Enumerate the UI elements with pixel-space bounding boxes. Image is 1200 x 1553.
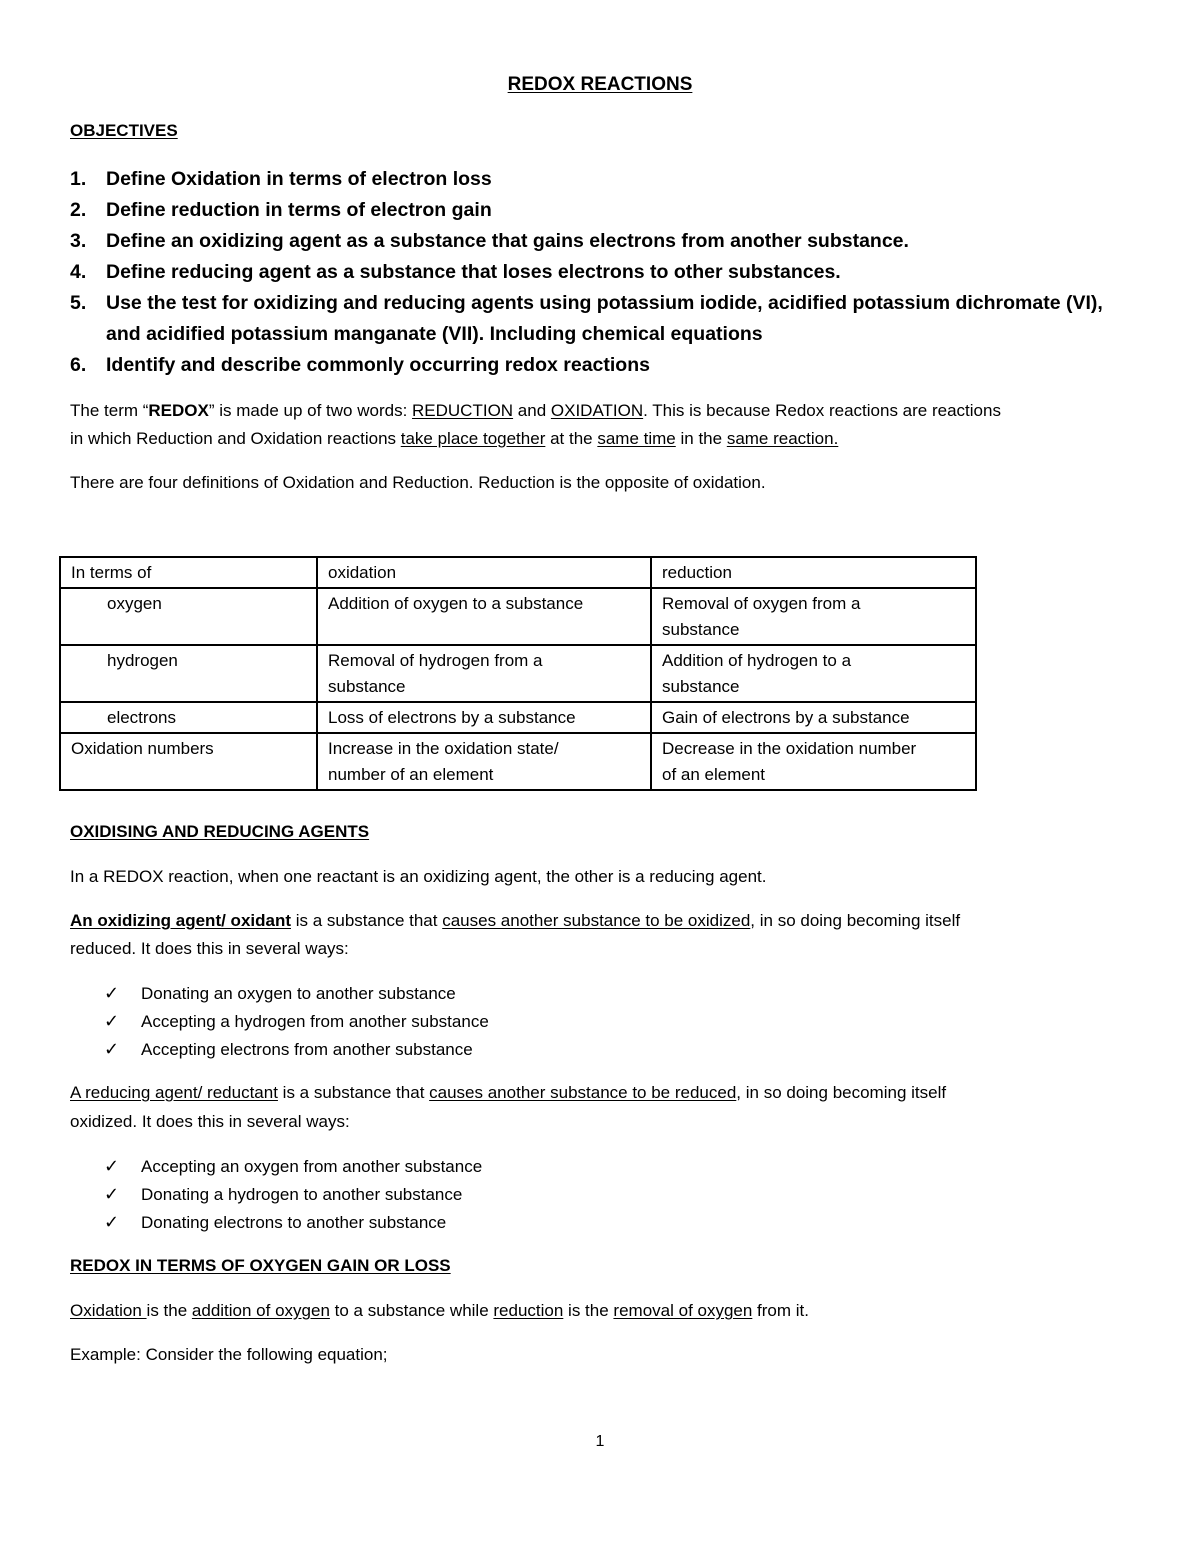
reducing-way-item [104, 1152, 482, 1181]
table-cell [651, 733, 976, 790]
page-title: REDOX REACTIONS [507, 74, 693, 95]
text-run: is a substance that [277, 1083, 430, 1102]
objective-item [70, 226, 909, 257]
objective-number: 2. [70, 199, 87, 221]
oxidizing-way-item [104, 1007, 489, 1036]
text-run: at the [545, 429, 598, 448]
text-run: in which Reduction and Oxidation reactions [70, 429, 401, 448]
list-item-text: Donating an oxygen to another substance [141, 984, 456, 1003]
oxidation-term: OXIDATION [550, 401, 644, 420]
checkmark-icon: ✓ [104, 983, 120, 1003]
oxidizing-agent-definition-cont: reduced. It does this in several ways: [70, 939, 349, 958]
cell-line: of an element [662, 765, 766, 784]
oxygen-section-heading: REDOX IN TERMS OF OXYGEN GAIN OR LOSS [70, 1256, 451, 1275]
objective-item [70, 164, 492, 195]
table-header-row [60, 557, 976, 588]
objective-text: Define reducing agent as a substance that loses electrons to other substances. [106, 261, 841, 283]
text-run: The term “ [70, 401, 149, 420]
text-run: . This is because Redox reactions are reactions [643, 401, 1001, 420]
intro-paragraph-line [70, 425, 838, 453]
reducing-way-item [104, 1208, 446, 1237]
underlined-phrase: same reaction. [726, 429, 839, 448]
underlined-phrase: causes another substance to be oxidized [442, 911, 751, 930]
underlined-phrase: addition of oxygen [191, 1301, 330, 1320]
text-run: is the [146, 1301, 192, 1320]
objective-item [70, 195, 492, 226]
checkmark-icon: ✓ [104, 1039, 120, 1059]
list-item-text: Donating a hydrogen to another substance [141, 1185, 463, 1204]
cell-line: substance [662, 620, 740, 639]
cell-line: Increase in the oxidation state/ [328, 739, 559, 758]
table-header-cell: In terms of [60, 557, 317, 588]
cell-line: Addition of hydrogen to a [662, 651, 852, 670]
reducing-agent-definition-cont: oxidized. It does this in several ways: [70, 1112, 350, 1131]
objective-item [70, 288, 1103, 319]
definitions-table [59, 556, 977, 791]
underlined-phrase: Oxidation [70, 1301, 147, 1320]
oxygen-definition [70, 1297, 809, 1325]
oxidizing-agent-term: An oxidizing agent/ oxidant [70, 911, 291, 930]
reducing-way-item [104, 1180, 462, 1209]
definitions-intro: There are four definitions of Oxidation and Reduction. Reduction is the opposite of oxidation. [70, 473, 766, 492]
objective-text: Define Oxidation in terms of electron loss [106, 168, 492, 190]
text-run: , in so doing becoming itself [736, 1083, 947, 1102]
redox-term: REDOX [148, 401, 209, 420]
oxidizing-agent-definition [70, 907, 960, 935]
table-row [60, 702, 976, 733]
objective-item [70, 350, 650, 381]
intro-paragraph-line [70, 397, 1001, 425]
list-item-text: Accepting an oxygen from another substance [141, 1157, 483, 1176]
table-cell: Gain of electrons by a substance [651, 702, 976, 733]
list-item-text: Donating electrons to another substance [141, 1213, 447, 1232]
reduction-term: REDUCTION [412, 401, 514, 420]
table-cell [317, 733, 651, 790]
text-run: and [513, 401, 551, 420]
objective-number: 6. [70, 354, 87, 376]
underlined-phrase: take place together [400, 429, 546, 448]
oxidizing-way-item [104, 1035, 473, 1064]
text-run: , in so doing becoming itself [750, 911, 961, 930]
cell-line: Addition of oxygen to a substance [328, 594, 584, 613]
table-header-cell: reduction [651, 557, 976, 588]
example-intro: Example: Consider the following equation; [70, 1345, 388, 1364]
checkmark-icon: ✓ [104, 1212, 120, 1232]
text-run: from it. [752, 1301, 809, 1320]
table-cell [651, 588, 976, 645]
underlined-phrase: causes another substance to be reduced [429, 1083, 737, 1102]
cell-line: Removal of oxygen from a [662, 594, 861, 613]
objective-item [70, 257, 841, 288]
underlined-phrase: removal of oxygen [613, 1301, 753, 1320]
table-row [60, 588, 976, 645]
table-row [60, 733, 976, 790]
table-cell: Loss of electrons by a substance [317, 702, 651, 733]
table-row [60, 645, 976, 702]
objective-number: 3. [70, 230, 87, 252]
table-cell [317, 588, 651, 645]
objective-text: Identify and describe commonly occurring redox reactions [106, 354, 650, 376]
cell-line: Removal of hydrogen from a [328, 651, 543, 670]
cell-line: number of an element [328, 765, 494, 784]
cell-line: substance [662, 677, 740, 696]
objective-number: 1. [70, 168, 87, 190]
table-cell: hydrogen [60, 645, 317, 702]
table-cell: electrons [60, 702, 317, 733]
objective-text: Define reduction in terms of electron gain [106, 199, 492, 221]
table-cell: oxygen [60, 588, 317, 645]
objective-number: 4. [70, 261, 87, 283]
list-item-text: Accepting electrons from another substance [141, 1040, 473, 1059]
cell-line: Decrease in the oxidation number [662, 739, 917, 758]
checkmark-icon: ✓ [104, 1156, 120, 1176]
text-run: is the [563, 1301, 614, 1320]
table-cell [317, 645, 651, 702]
agents-intro: In a REDOX reaction, when one reactant is an oxidizing agent, the other is a reducing agent. [70, 867, 767, 886]
checkmark-icon: ✓ [104, 1184, 120, 1204]
reducing-agent-term: A reducing agent/ reductant [70, 1083, 278, 1102]
checkmark-icon: ✓ [104, 1011, 120, 1031]
agents-heading: OXIDISING AND REDUCING AGENTS [70, 822, 370, 841]
table-cell: Oxidation numbers [60, 733, 317, 790]
page-number: 1 [595, 1433, 605, 1450]
objective-text-continuation: and acidified potassium manganate (VII). Including chemical equations [106, 323, 763, 345]
objective-text: Use the test for oxidizing and reducing agents using potassium iodide, acidified potassium dichromate (VI), [106, 292, 1103, 314]
objective-number: 5. [70, 292, 87, 314]
underlined-phrase: same time [597, 429, 676, 448]
table-header-cell: oxidation [317, 557, 651, 588]
objectives-heading: OBJECTIVES [70, 121, 178, 140]
text-run: is a substance that [291, 911, 443, 930]
underlined-phrase: reduction [493, 1301, 564, 1320]
text-run: to a substance while [329, 1301, 494, 1320]
oxidizing-way-item [104, 979, 456, 1008]
text-run: ” is made up of two words: [208, 401, 413, 420]
cell-line: substance [328, 677, 406, 696]
text-run: in the [675, 429, 727, 448]
table-cell [651, 645, 976, 702]
list-item-text: Accepting a hydrogen from another substance [141, 1012, 489, 1031]
reducing-agent-definition [70, 1079, 946, 1107]
objective-text: Define an oxidizing agent as a substance that gains electrons from another substance. [106, 230, 909, 252]
